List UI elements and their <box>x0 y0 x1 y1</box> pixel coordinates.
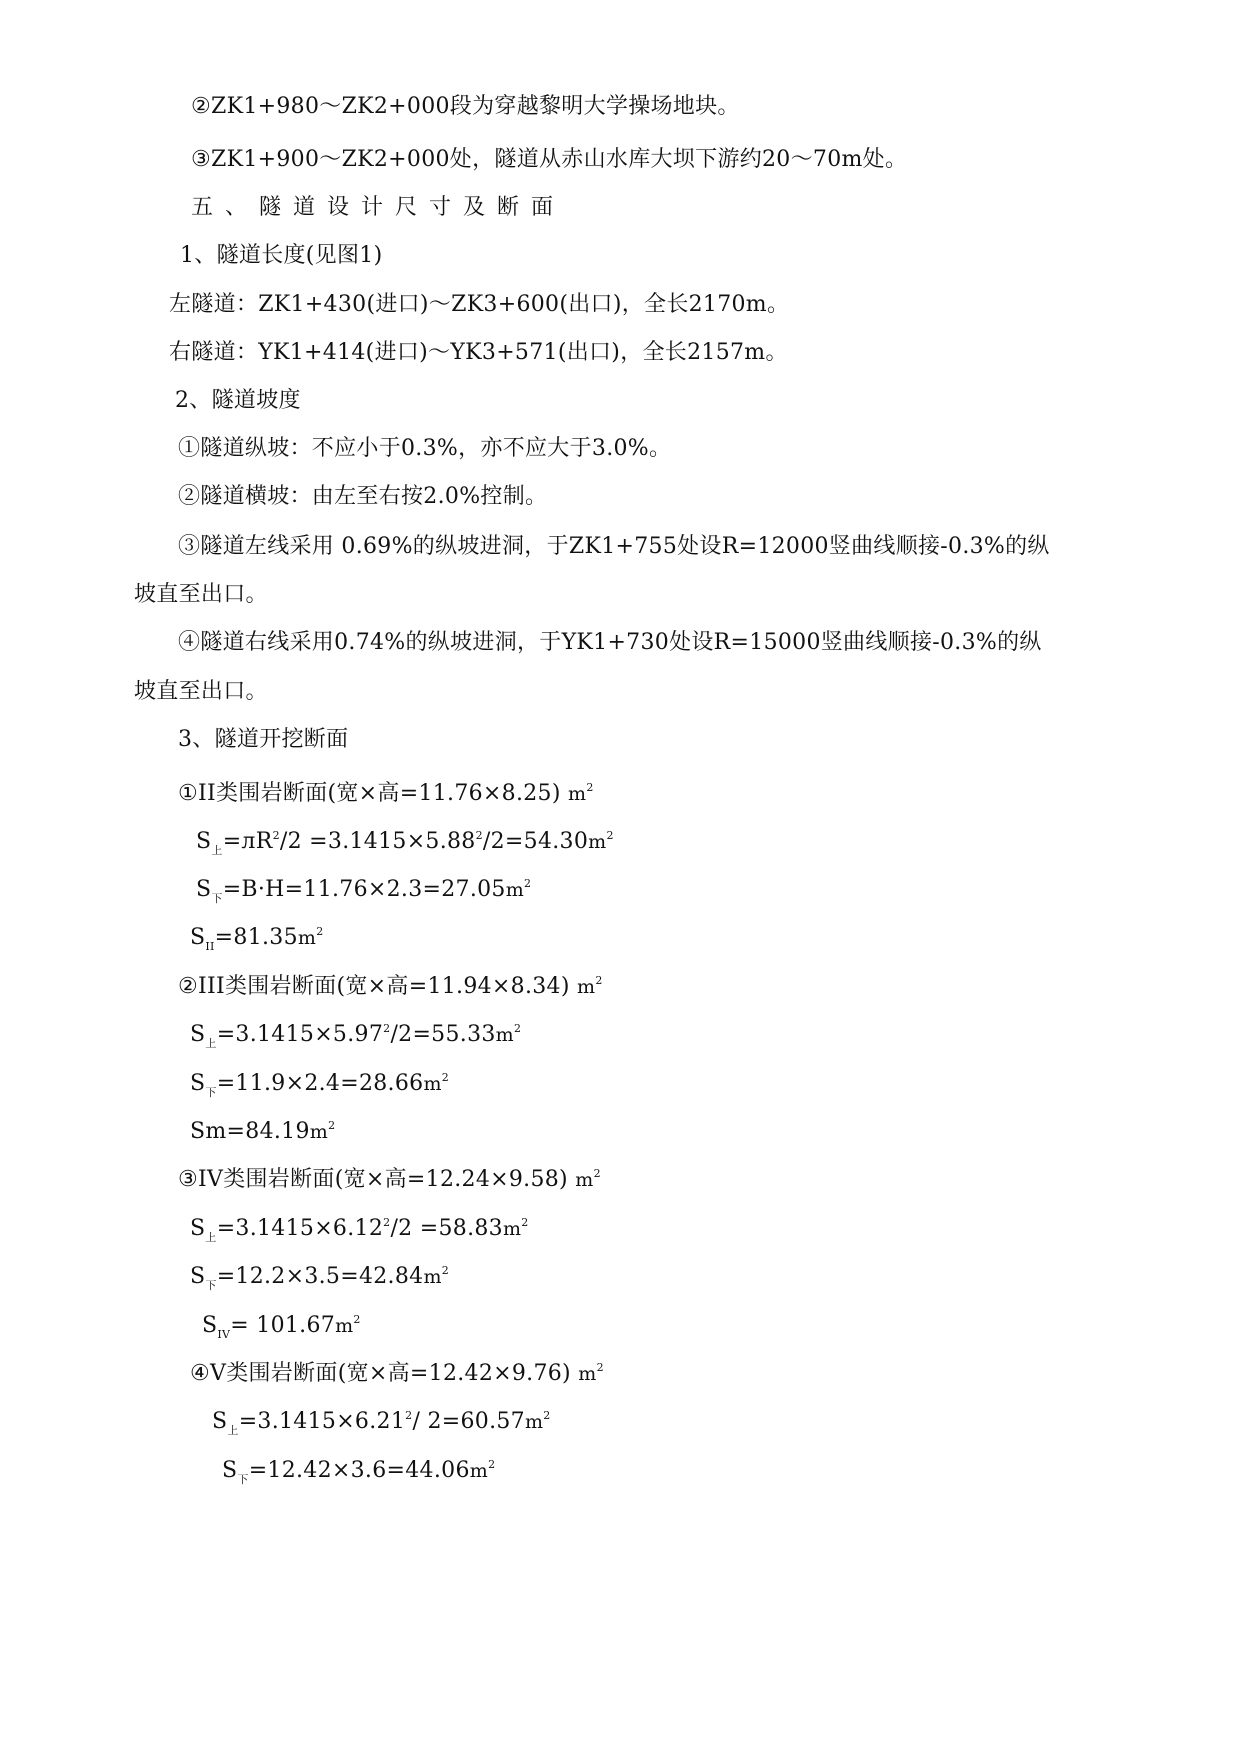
superscript: 2 <box>596 1361 604 1374</box>
subscript: 下 <box>205 1279 217 1292</box>
unit-text: m <box>423 1073 442 1095</box>
subsection-heading: 3、隧道开挖断面 <box>178 727 349 752</box>
doc-line: ④隧道右线采用0.74%的纵坡进洞，于YK1+730处设R=15000竖曲线顺接-0.3%的纵 <box>178 630 1042 655</box>
superscript: 2 <box>543 1409 551 1422</box>
section-line <box>178 966 603 1002</box>
formula-text: =12.2×3.5=42.84 <box>216 1264 424 1289</box>
doc-line: 坡直至出口。 <box>134 582 268 607</box>
subscript: IV <box>217 1328 231 1341</box>
unit-text: m <box>505 879 525 901</box>
formula-symbol: S <box>190 1264 206 1289</box>
unit-text: m <box>578 1363 597 1385</box>
section-text: ①II类围岩断面(宽×高=11.76×8.25) <box>178 781 561 806</box>
formula-text: = 101.67 <box>230 1313 336 1338</box>
formula-line <box>190 917 324 962</box>
formula-symbol: S <box>190 925 206 950</box>
formula-text: =3.1415×5.97 <box>216 1022 384 1047</box>
subscript: 下 <box>211 892 223 905</box>
subscript: 上 <box>205 1037 217 1050</box>
superscript: 2 <box>441 1264 450 1277</box>
superscript: 2 <box>524 877 532 890</box>
formula-text: /2 =58.83 <box>390 1216 503 1241</box>
formula-line <box>202 1305 361 1350</box>
subscript: 上 <box>205 1231 217 1244</box>
doc-line: ③ZK1+900～ZK2+000处，隧道从赤山水库大坝下游约20～70m处。 <box>191 147 908 172</box>
formula-line <box>212 1401 551 1446</box>
doc-line: 右隧道：YK1+414(进口)～YK3+571(出口)，全长2157m。 <box>169 340 788 365</box>
formula-line <box>222 1450 495 1495</box>
section-text: ②III类围岩断面(宽×高=11.94×8.34) <box>178 974 570 999</box>
unit-text: m <box>577 976 596 998</box>
superscript: 2 <box>328 1119 336 1132</box>
superscript: 2 <box>383 1022 391 1035</box>
superscript: 2 <box>475 829 483 842</box>
section-line <box>178 1159 601 1195</box>
doc-line: 左隧道：ZK1+430(进口)～ZK3+600(出口)，全长2170m。 <box>169 292 790 317</box>
unit-text: m <box>568 783 587 805</box>
formula-text: /2=55.33 <box>390 1022 496 1047</box>
formula-symbol: S <box>190 1216 206 1241</box>
doc-line: ③隧道左线采用 0.69%的纵坡进洞，于ZK1+755处设R=12000竖曲线顺接-0.3%的纵 <box>178 534 1050 559</box>
superscript: 2 <box>316 925 324 938</box>
formula-text: =11.9×2.4=28.66 <box>216 1071 424 1096</box>
section-line <box>190 1353 604 1389</box>
doc-line: 坡直至出口。 <box>134 679 268 704</box>
formula-text: =12.42×3.6=44.06 <box>248 1458 470 1483</box>
section-text: ③IV类围岩断面(宽×高=12.24×9.58) <box>178 1167 568 1192</box>
section-text: ④V类围岩断面(宽×高=12.42×9.76) <box>190 1361 571 1386</box>
unit-text: m <box>588 831 607 853</box>
doc-line: ①隧道纵坡：不应小于0.3%，亦不应大于3.0%。 <box>178 436 672 461</box>
formula-symbol: S <box>212 1409 228 1434</box>
formula-text: / 2=60.57 <box>412 1409 525 1434</box>
doc-line: ②ZK1+980～ZK2+000段为穿越黎明大学操场地块。 <box>191 94 740 119</box>
formula-symbol: S <box>190 1022 206 1047</box>
formula-text: =B·H=11.76×2.3=27.05 <box>222 877 506 902</box>
formula-symbol: S <box>222 1458 238 1483</box>
unit-text: m <box>524 1411 544 1433</box>
formula-line <box>190 1063 449 1108</box>
unit-text: m <box>495 1024 514 1046</box>
formula-text: Sm=84.19 <box>190 1119 310 1144</box>
formula-line <box>190 1111 335 1147</box>
subscript: 下 <box>237 1473 249 1486</box>
superscript: 2 <box>405 1409 413 1422</box>
subscript: 上 <box>211 844 223 857</box>
superscript: 2 <box>441 1071 450 1084</box>
superscript: 2 <box>514 1022 522 1035</box>
subsection-heading: 2、隧道坡度 <box>175 388 301 413</box>
formula-symbol: S <box>196 829 212 854</box>
unit-text: m <box>423 1266 442 1288</box>
superscript: 2 <box>353 1313 361 1326</box>
superscript: 2 <box>606 829 614 842</box>
superscript: 2 <box>521 1216 529 1229</box>
superscript: 2 <box>586 781 594 794</box>
unit-text: m <box>297 927 317 949</box>
superscript: 2 <box>383 1216 391 1229</box>
unit-text: m <box>309 1121 329 1143</box>
formula-text: =81.35 <box>214 925 298 950</box>
section-line <box>178 773 594 809</box>
unit-text: m <box>502 1218 522 1240</box>
formula-symbol: S <box>196 877 212 902</box>
superscript: 2 <box>593 1167 601 1180</box>
formula-text: /2 =3.1415×5.88 <box>279 829 476 854</box>
unit-text: m <box>469 1460 489 1482</box>
formula-line <box>196 821 614 866</box>
subscript: 上 <box>227 1424 239 1437</box>
formula-line <box>196 869 531 914</box>
formula-symbol: S <box>202 1313 218 1338</box>
superscript: 2 <box>272 829 280 842</box>
formula-line <box>190 1208 529 1253</box>
formula-symbol: S <box>190 1071 206 1096</box>
formula-line <box>190 1256 449 1301</box>
superscript: 2 <box>488 1458 496 1471</box>
section-heading: 五、隧道设计尺寸及断面 <box>191 195 566 220</box>
formula-line <box>190 1014 521 1059</box>
formula-text: =лR <box>222 829 273 854</box>
subsection-heading: 1、隧道长度(见图1) <box>180 243 383 268</box>
doc-line: ②隧道横坡：由左至右按2.0%控制。 <box>178 484 548 509</box>
subscript: II <box>205 940 215 953</box>
superscript: 2 <box>595 974 603 987</box>
formula-text: /2=54.30 <box>482 829 589 854</box>
subscript: 下 <box>205 1086 217 1099</box>
unit-text: m <box>575 1169 594 1191</box>
unit-text: m <box>335 1315 354 1337</box>
formula-text: =3.1415×6.21 <box>238 1409 406 1434</box>
formula-text: =3.1415×6.12 <box>216 1216 384 1241</box>
